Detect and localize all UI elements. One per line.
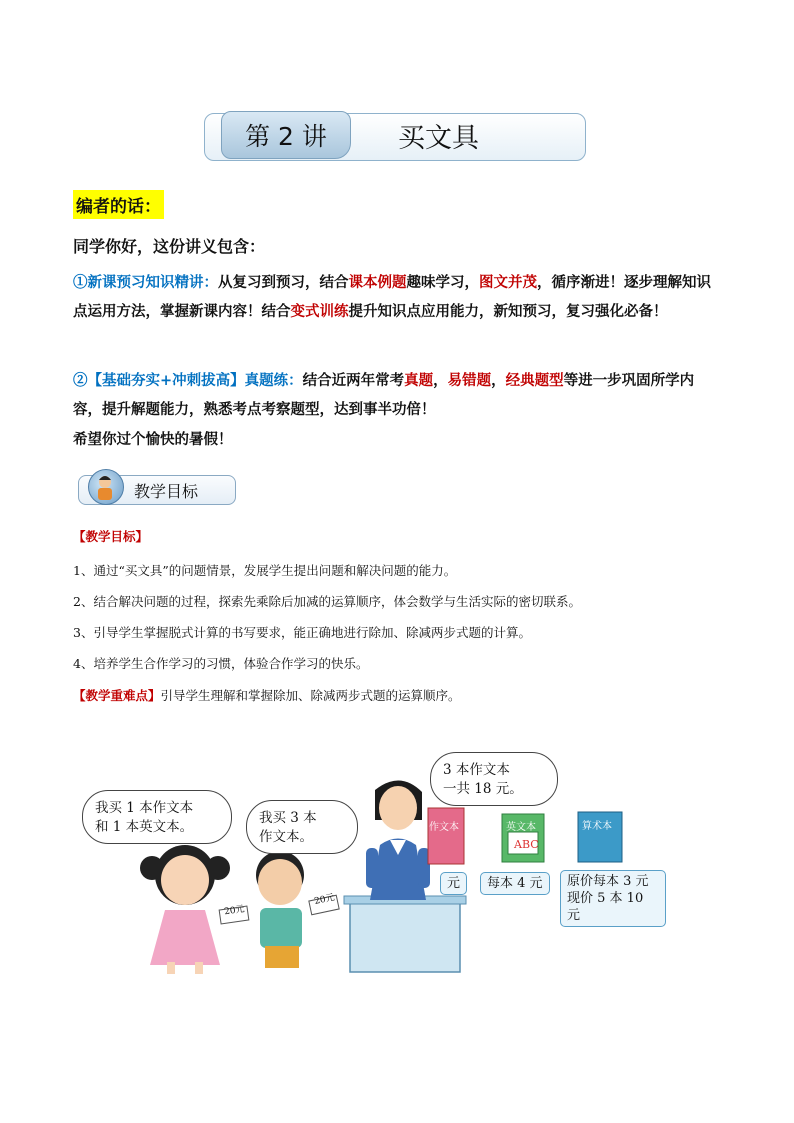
p2-highlight-c: 真题 [404, 372, 434, 389]
price-tag-line: 原价每本 3 元 [567, 874, 649, 889]
key-points-label: 【教学重难点】 [73, 688, 161, 703]
goal-item: 1、通过“买文具”的问题情景，发展学生提出问题和解决问题的能力。 [73, 563, 457, 578]
shopping-illustration [70, 750, 710, 980]
p2-text-b: 结合近两年常考 [302, 372, 405, 389]
shop-counter [350, 902, 460, 972]
bubble-boy-line: 作文本。 [259, 829, 313, 845]
bubble-boy [246, 800, 358, 854]
greeting: 同学你好，这份讲义包含： [73, 237, 266, 256]
bubble-girl-line: 和 1 本英文本。 [95, 819, 194, 835]
girl-figure [140, 845, 230, 974]
p2-text-d: ， [433, 372, 448, 389]
book-english-label: 英文本 [506, 822, 536, 833]
bubble-teacher-line: 一共 18 元。 [443, 781, 523, 797]
section-title: 教学目标 [134, 482, 199, 501]
money-girl-label: 20元 [223, 904, 246, 918]
p2-text-h: 等进一步巩固所学内容，提升解题能力，熟悉考点考察题型，达到事半功倍！ [73, 372, 695, 418]
paragraph-1 [73, 268, 723, 326]
p1-heading: ①新课预习知识精讲： [73, 274, 218, 291]
book-composition [428, 808, 464, 864]
book-composition-label: 作文本 [429, 822, 459, 833]
closing-line: 希望你过个愉快的暑假！ [73, 431, 233, 448]
bubble-boy-line: 我买 3 本 [259, 810, 317, 826]
bubble-girl-line: 我买 1 本作文本 [95, 800, 194, 816]
p2-highlight-e: 易错题 [447, 372, 492, 389]
price-tag-english: 每本 4 元 [480, 872, 550, 895]
p2-heading: ②【基础夯实+冲刺拔高】真题练： [73, 372, 303, 389]
boy-figure [256, 851, 304, 968]
teacher-avatar-icon [88, 469, 124, 505]
p1-text-d: 趣味学习， [406, 274, 479, 291]
bubble-teacher [430, 752, 558, 806]
price-tag-composition: 元 [440, 872, 467, 895]
goal-item: 4、培养学生合作学习的习惯，体验合作学习的快乐。 [73, 656, 369, 671]
lesson-title: 买文具 [398, 123, 479, 154]
book-arithmetic-label: 算术本 [582, 821, 612, 832]
bubble-teacher-line: 3 本作文本 [443, 762, 510, 778]
bubble-girl [82, 790, 232, 844]
p1-text-f: ，循序渐进！逐步理解知识点运用方法，掌握新课内容！结合 [73, 274, 711, 320]
p1-highlight-g: 变式训练 [290, 303, 349, 320]
money-boy-label: 20元 [313, 892, 336, 907]
editor-label: 编者的话： [73, 190, 164, 219]
p2-text-f: ， [491, 372, 506, 389]
p1-text-h: 提升知识点应用能力，新知预习，复习强化必备！ [348, 303, 668, 320]
paragraph-2 [73, 366, 723, 424]
goals-heading: 【教学目标】 [73, 529, 149, 544]
goal-item: 2、结合解决问题的过程，探索先乘除后加减的运算顺序，体会数学与生活实际的密切联系。 [73, 594, 581, 609]
key-points [73, 687, 733, 705]
goal-item: 3、引导学生掌握脱式计算的书写要求，能正确地进行除加、除减两步式题的计算。 [73, 625, 531, 640]
book-english-abc: ABC [514, 838, 539, 851]
teacher-figure [366, 780, 430, 900]
p1-highlight-e: 图文并茂 [479, 274, 537, 291]
key-points-text: 引导学生理解和掌握除加、除减两步式题的运算顺序。 [160, 688, 461, 703]
lesson-number: 第 2 讲 [245, 122, 327, 151]
lesson-number-tab [221, 111, 351, 159]
price-tag-arithmetic [560, 870, 666, 927]
p1-highlight-c: 课本例题 [348, 274, 407, 291]
price-tag-line: 现价 5 本 10 元 [567, 891, 644, 923]
p2-highlight-g: 经典题型 [505, 372, 564, 389]
p1-text-b: 从复习到预习，结合 [218, 274, 349, 291]
